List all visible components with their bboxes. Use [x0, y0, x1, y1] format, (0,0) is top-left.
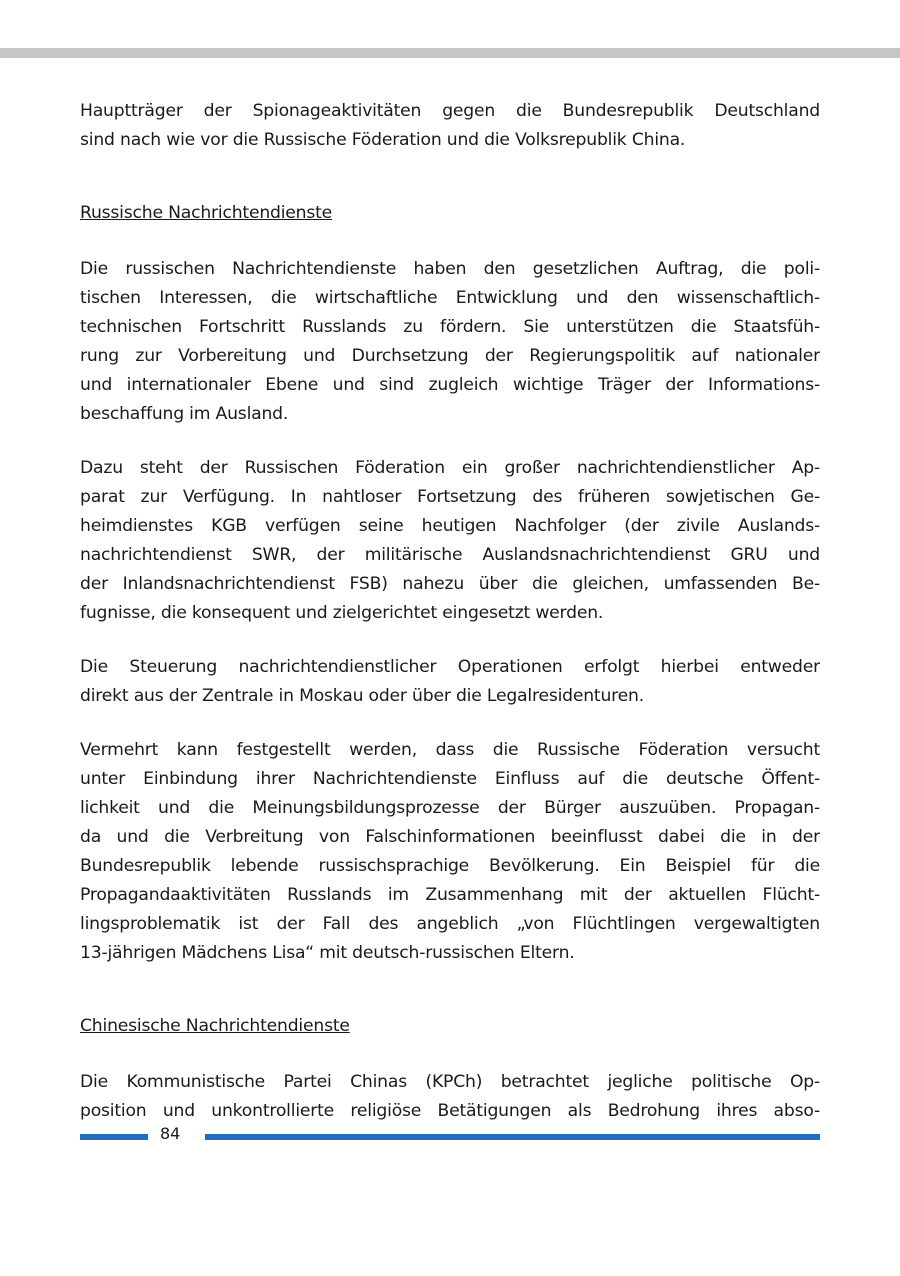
text-line: Die russischen Nachrichtendienste haben den gesetzlichen Auftrag, die poli- — [80, 259, 820, 279]
text-line: Propagandaaktivitäten Russlands im Zusammenhang mit der aktuellen Flücht- — [80, 885, 820, 905]
paragraph — [80, 653, 820, 711]
text-line: rung zur Vorbereitung und Durchsetzung der Regierungspolitik auf nationaler — [80, 346, 820, 366]
paragraph — [80, 1068, 820, 1126]
text-line: Dazu steht der Russischen Föderation ein großer nachrichtendienstlicher Ap- — [80, 458, 820, 478]
text-line: fugnisse, die konsequent und zielgerichtet eingesetzt werden. — [80, 603, 604, 623]
header-rule — [0, 48, 900, 58]
text-line: 13-jährigen Mädchens Lisa“ mit deutsch-russischen Eltern. — [80, 943, 575, 963]
text-line: Bundesrepublik lebende russischsprachige Bevölkerung. Ein Beispiel für die — [80, 856, 820, 876]
text-line: und internationaler Ebene und sind zugleich wichtige Träger der Informations- — [80, 375, 820, 395]
paragraph — [80, 97, 820, 155]
page-body — [80, 97, 820, 1151]
page-number: 84 — [160, 1124, 181, 1143]
text-line: Vermehrt kann festgestellt werden, dass die Russische Föderation versucht — [80, 740, 820, 760]
text-line: lingsproblematik ist der Fall des angeblich „von Flüchtlingen vergewaltigten — [80, 914, 820, 934]
text-line: tischen Interessen, die wirtschaftliche Entwicklung und den wissenschaftlich- — [80, 288, 820, 308]
text-line: parat zur Verfügung. In nahtloser Fortsetzung des früheren sowjetischen Ge- — [80, 487, 820, 507]
text-line: direkt aus der Zentrale in Moskau oder über die Legalresidenturen. — [80, 686, 644, 706]
text-line: sind nach wie vor die Russische Föderation und die Volksrepublik China. — [80, 130, 686, 150]
text-line: der Inlandsnachrichtendienst FSB) nahezu über die gleichen, umfassenden Be- — [80, 574, 820, 594]
text-line: Die Kommunistische Partei Chinas (KPCh) betrachtet jegliche politische Op- — [80, 1072, 820, 1092]
section-heading: Russische Nachrichtendienste — [80, 203, 333, 223]
paragraph — [80, 255, 820, 429]
paragraph — [80, 454, 820, 628]
text-line: position und unkontrollierte religiöse Betätigungen als Bedrohung ihres abso- — [80, 1101, 820, 1121]
text-line: Die Steuerung nachrichtendienstlicher Operationen erfolgt hierbei entweder — [80, 657, 820, 677]
footer-rule-left — [80, 1134, 148, 1140]
paragraph — [80, 736, 820, 968]
text-line: Hauptträger der Spionageaktivitäten gegen die Bundesrepublik Deutschland — [80, 101, 820, 121]
text-line: lichkeit und die Meinungsbildungsprozesse der Bürger auszuüben. Propagan- — [80, 798, 820, 818]
footer-rule-right — [205, 1134, 820, 1140]
text-line: nachrichtendienst SWR, der militärische Auslandsnachrichtendienst GRU und — [80, 545, 820, 565]
text-line: beschaffung im Ausland. — [80, 404, 289, 424]
text-line: unter Einbindung ihrer Nachrichtendienste Einfluss auf die deutsche Öffent- — [80, 769, 820, 789]
text-line: heimdienstes KGB verfügen seine heutigen Nachfolger (der zivile Auslands- — [80, 516, 820, 536]
text-line: technischen Fortschritt Russlands zu fördern. Sie unterstützen die Staatsfüh- — [80, 317, 820, 337]
section-heading: Chinesische Nachrichtendienste — [80, 1016, 350, 1036]
text-line: da und die Verbreitung von Falschinformationen beeinflusst dabei die in der — [80, 827, 820, 847]
